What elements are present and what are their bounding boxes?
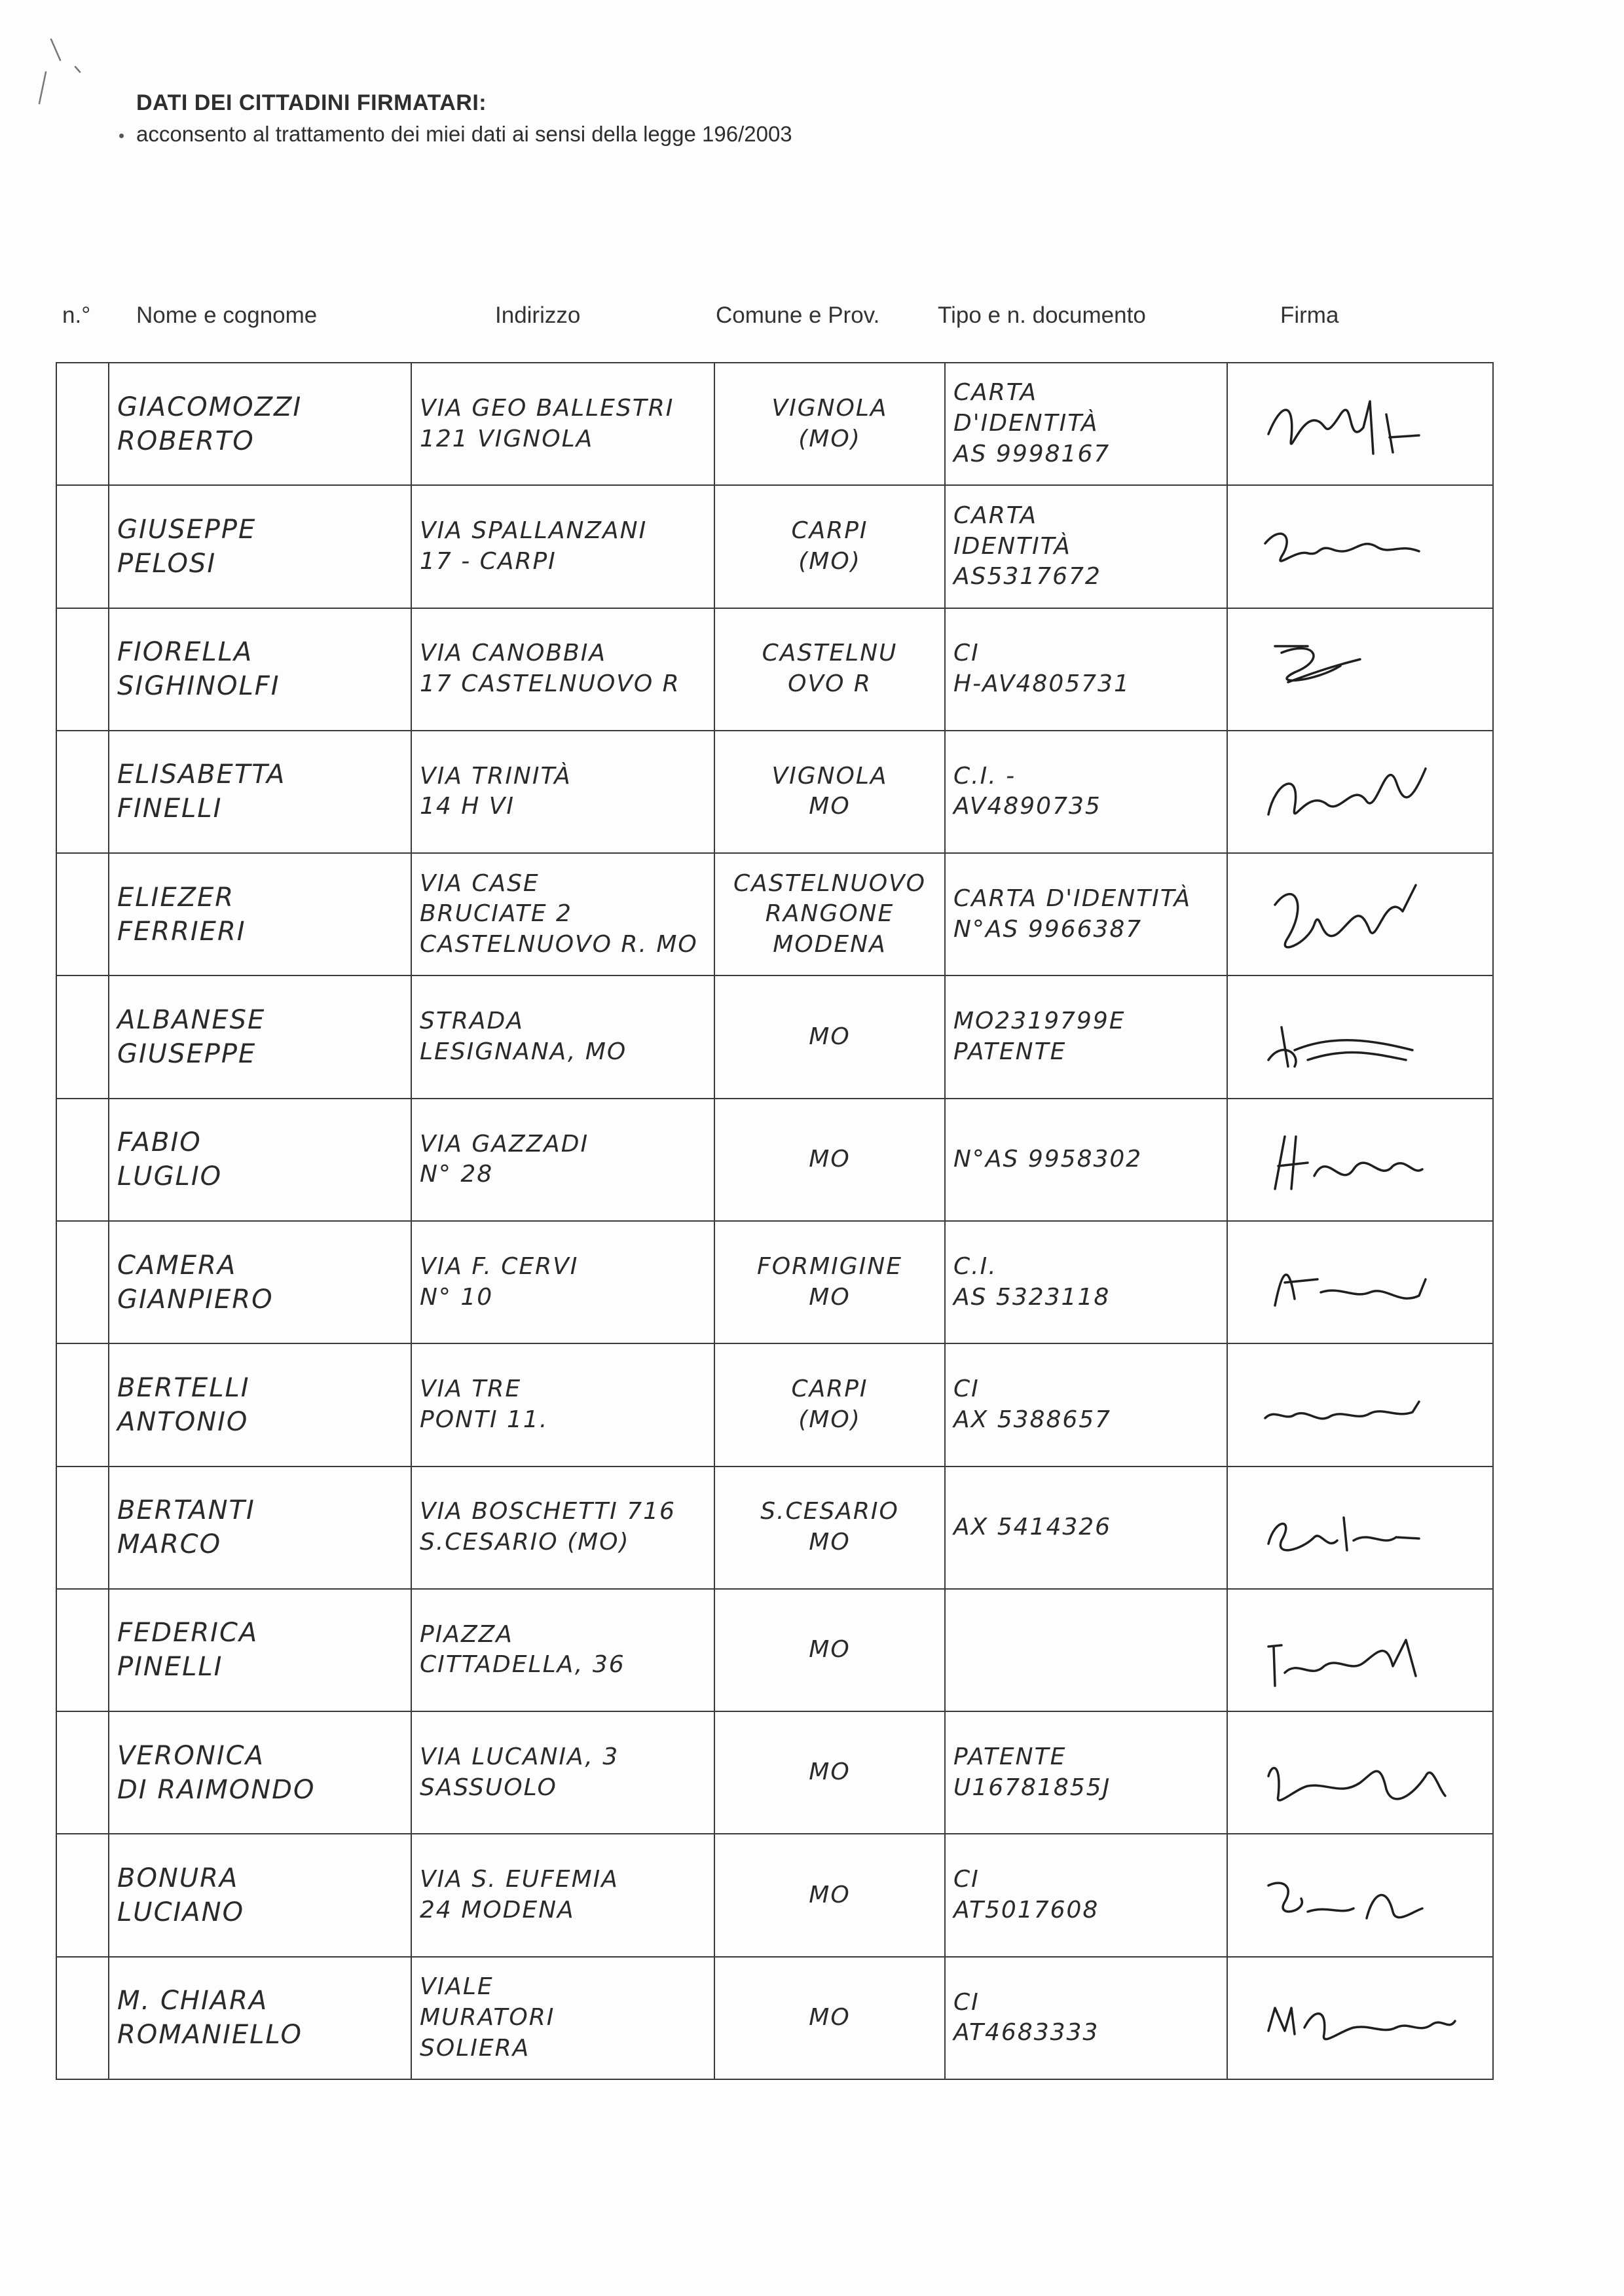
signatory-address [411, 975, 714, 1098]
signatory-document-text: CI [953, 1988, 980, 2016]
signatory-name-text: BERTANTI [117, 1495, 255, 1526]
signatory-name-text: ROMANIELLO [117, 2020, 303, 2050]
signatory-name [109, 1711, 411, 1834]
handwritten-signature [1236, 1846, 1485, 1944]
signatory-name [109, 1221, 411, 1343]
signatory-comune [714, 485, 945, 608]
signatory-document-text: CI [953, 1866, 980, 1893]
handwritten-signature [1236, 866, 1485, 964]
signatory-name-text: M. CHIARA [117, 1986, 268, 2016]
signatory-name-text: PINELLI [117, 1652, 223, 1683]
signatory-comune [714, 1221, 945, 1343]
table-row [56, 363, 1493, 485]
signatory-comune-text: MO [809, 1529, 851, 1556]
handwritten-signature [1236, 742, 1485, 841]
table-row [56, 853, 1493, 975]
handwritten-signature [1236, 1724, 1485, 1822]
pen-stroke-mark [20, 26, 92, 111]
handwritten-signature [1236, 1969, 1485, 2067]
signatory-name [109, 1957, 411, 2079]
signatory-address-text: 17 CASTELNUOVO R [420, 670, 680, 698]
handwritten-signature [1236, 375, 1485, 473]
signatory-address-text: N° 28 [420, 1161, 494, 1188]
signatory-address-text: VIA CASE [420, 869, 540, 897]
signatory-comune-text: CASTELNUOVO [733, 869, 926, 897]
table-row [56, 1589, 1493, 1711]
signatory-name-text: CAMERA [117, 1250, 237, 1281]
signatory-name-text: ANTONIO [117, 1406, 249, 1437]
signatory-comune [714, 975, 945, 1098]
row-number-cell [56, 853, 109, 975]
signatory-name-text: ALBANESE [117, 1005, 266, 1036]
column-header-document: Tipo e n. documento [938, 302, 1146, 328]
signatory-address-text: CASTELNUOVO R. MO [420, 931, 698, 958]
signatory-name [109, 608, 411, 731]
signatory-comune [714, 1957, 945, 2079]
table-row [56, 731, 1493, 853]
consent-statement: acconsento al trattamento dei miei dati ai sensi della legge 196/2003 [136, 122, 792, 146]
table-row [56, 1834, 1493, 1956]
signatory-comune [714, 1467, 945, 1589]
signatory-address-text: 17 - CARPI [420, 547, 557, 575]
signatory-comune-text: MO [809, 1283, 851, 1311]
signatory-document-text: AT5017608 [953, 1897, 1099, 1924]
signatory-name-text: VERONICA [117, 1740, 265, 1771]
signatory-name [109, 1467, 411, 1589]
signatory-name-text: FABIO [117, 1127, 202, 1158]
signatory-comune [714, 853, 945, 975]
signatory-name-text: FINELLI [117, 793, 223, 824]
signatory-address-text: VIA SPALLANZANI [420, 517, 648, 545]
signatory-document-text: AS 5323118 [953, 1283, 1111, 1311]
signatory-document-text: U16781855J [953, 1774, 1111, 1801]
signatory-name-text: MARCO [117, 1529, 222, 1560]
signatory-name-text: DI RAIMONDO [117, 1774, 316, 1805]
signatory-address [411, 485, 714, 608]
signature-cell [1227, 1711, 1493, 1834]
row-number-cell [56, 731, 109, 853]
signatory-address [411, 1221, 714, 1343]
signatory-name [109, 1099, 411, 1221]
handwritten-signature [1236, 988, 1485, 1086]
column-header-comune: Comune e Prov. [716, 302, 880, 328]
signatory-document [945, 1834, 1227, 1956]
signature-cell [1227, 363, 1493, 485]
signatory-comune [714, 731, 945, 853]
row-number-cell [56, 1834, 109, 1956]
signature-cell [1227, 608, 1493, 731]
signature-cell [1227, 1343, 1493, 1466]
signatory-address [411, 1099, 714, 1221]
signatory-address-text: 14 H VI [420, 793, 515, 820]
signatory-comune-text: MO [809, 1145, 851, 1173]
signatory-address [411, 1834, 714, 1956]
form-title: DATI DEI CITTADINI FIRMATARI: [136, 90, 487, 115]
signatory-document-text: H-AV4805731 [953, 670, 1130, 698]
signatory-name-text: ELIEZER [117, 882, 235, 913]
signatory-document-text: PATENTE [953, 1038, 1067, 1066]
signatory-document-text: N°AS 9966387 [953, 915, 1143, 943]
signatory-document [945, 1467, 1227, 1589]
handwritten-signature [1236, 1233, 1485, 1332]
row-number-cell [56, 608, 109, 731]
signatory-name-text: GIUSEPPE [117, 514, 257, 545]
signatory-document-text: CI [953, 640, 980, 667]
signatory-comune [714, 1834, 945, 1956]
signatory-address-text: N° 10 [420, 1283, 494, 1311]
signatory-name [109, 975, 411, 1098]
bullet-dot [119, 134, 124, 138]
signature-cell [1227, 1221, 1493, 1343]
column-header-signature: Firma [1280, 302, 1339, 328]
signatory-comune [714, 1099, 945, 1221]
table-row [56, 975, 1493, 1098]
table-row [56, 485, 1493, 608]
signatory-document [945, 975, 1227, 1098]
signatory-name-text: SIGHINOLFI [117, 671, 280, 702]
signatory-address-text: VIA GEO BALLESTRI [420, 394, 674, 422]
signatory-address [411, 1711, 714, 1834]
signatory-comune-text: CASTELNU [762, 640, 898, 667]
signatory-comune-text: CARPI [791, 517, 868, 545]
signatory-comune-text: MODENA [773, 931, 887, 958]
signatory-address-text: SASSUOLO [420, 1774, 557, 1801]
signatory-comune [714, 1343, 945, 1466]
signatory-comune-text: OVO R [788, 670, 872, 698]
row-number-cell [56, 1467, 109, 1589]
signatory-comune-text: MO [809, 1023, 851, 1050]
signatory-document-text: C.I. [953, 1252, 997, 1280]
row-number-cell [56, 975, 109, 1098]
signatory-comune-text: MO [809, 2003, 851, 2031]
signatory-address-text: VIA S. EUFEMIA [420, 1866, 619, 1893]
signatory-document [945, 1343, 1227, 1466]
signatory-address-text: VIA F. CERVI [420, 1252, 579, 1280]
signatory-comune [714, 1711, 945, 1834]
signatory-document-text: IDENTITÀ [953, 532, 1071, 560]
handwritten-signature [1236, 1356, 1485, 1454]
signatory-document [945, 485, 1227, 608]
signatory-name-text: GIANPIERO [117, 1284, 274, 1315]
signatory-document-text: CARTA D'IDENTITÀ [953, 884, 1192, 912]
signatory-name-text: BERTELLI [117, 1372, 250, 1403]
column-header-address: Indirizzo [495, 302, 581, 328]
signatory-name-text: PELOSI [117, 548, 217, 579]
signatory-comune [714, 608, 945, 731]
signatory-name-text: ELISABETTA [117, 759, 286, 790]
signatory-address-text: VIA BOSCHETTI 716 [420, 1498, 676, 1525]
signatory-document [945, 731, 1227, 853]
signatory-name-text: ROBERTO [117, 426, 255, 456]
signatory-document-text: C.I. - [953, 762, 1016, 790]
signatory-address-text: PIAZZA [420, 1620, 513, 1648]
signatory-document-text: AT4683333 [953, 2019, 1099, 2047]
signatory-name [109, 363, 411, 485]
signatory-address [411, 1957, 714, 2079]
signatory-document-text: PATENTE [953, 1743, 1067, 1770]
signature-cell [1227, 1099, 1493, 1221]
signatory-address [411, 608, 714, 731]
signatory-address-text: SOLIERA [420, 2034, 530, 2062]
signatory-document [945, 363, 1227, 485]
signatory-name [109, 1834, 411, 1956]
signatory-name-text: GIACOMOZZI [117, 392, 303, 422]
signatory-address-text: 121 VIGNOLA [420, 425, 594, 452]
signatory-comune-text: (MO) [798, 1406, 861, 1433]
signatory-document [945, 1221, 1227, 1343]
signatory-comune-text: MO [809, 793, 851, 820]
signatory-comune-text: (MO) [798, 425, 861, 452]
signatory-document-text: AS5317672 [953, 563, 1101, 591]
signatory-document-text: MO2319799E [953, 1008, 1126, 1035]
signatory-address-text: PONTI 11. [420, 1406, 549, 1433]
signatory-document-text: CARTA [953, 501, 1038, 529]
signatory-name [109, 1589, 411, 1711]
handwritten-signature [1236, 1478, 1485, 1576]
signature-cell [1227, 853, 1493, 975]
table-row [56, 1221, 1493, 1343]
signatory-address-text: VIA LUCANIA, 3 [420, 1743, 619, 1770]
signatory-address-text: BRUCIATE 2 [420, 900, 572, 928]
signatory-document-text: D'IDENTITÀ [953, 410, 1099, 437]
signatory-document-text: AS 9998167 [953, 441, 1111, 468]
handwritten-signature [1236, 1110, 1485, 1209]
column-header-name: Nome e cognome [136, 302, 318, 328]
row-number-cell [56, 1589, 109, 1711]
signatory-address-text: VIA CANOBBIA [420, 640, 606, 667]
signatory-address [411, 731, 714, 853]
signatory-document-text: AX 5388657 [953, 1406, 1112, 1433]
signatory-comune-text: VIGNOLA [771, 762, 888, 790]
signatory-comune [714, 363, 945, 485]
signatory-document-text: CI [953, 1376, 980, 1403]
signatory-address-text: VIA TRINITÀ [420, 762, 572, 790]
signatories-table [56, 362, 1494, 2080]
row-number-cell [56, 1099, 109, 1221]
row-number-cell [56, 485, 109, 608]
signature-cell [1227, 1467, 1493, 1589]
row-number-cell [56, 1343, 109, 1466]
table-row [56, 1957, 1493, 2079]
signatory-address-text: LESIGNANA, MO [420, 1038, 627, 1066]
signatory-comune-text: CARPI [791, 1376, 868, 1403]
row-number-cell [56, 363, 109, 485]
signatory-address [411, 853, 714, 975]
handwritten-signature [1236, 498, 1485, 596]
row-number-cell [56, 1221, 109, 1343]
signatory-comune-text: FORMIGINE [757, 1252, 902, 1280]
signatory-address-text: VIA TRE [420, 1376, 522, 1403]
signatory-address [411, 1467, 714, 1589]
signatory-document-text: N°AS 9958302 [953, 1145, 1143, 1173]
signatory-comune [714, 1589, 945, 1711]
signatory-name-text: GIUSEPPE [117, 1039, 257, 1070]
signature-cell [1227, 1957, 1493, 2079]
signatory-document [945, 1589, 1227, 1711]
signatory-document [945, 853, 1227, 975]
signatory-address-text: STRADA [420, 1008, 524, 1035]
row-number-cell [56, 1711, 109, 1834]
signatory-address-text: 24 MODENA [420, 1897, 575, 1924]
signatory-document-text: CARTA [953, 379, 1038, 407]
signatory-document [945, 1957, 1227, 2079]
signatory-document [945, 1099, 1227, 1221]
signature-cell [1227, 1834, 1493, 1956]
signatory-document [945, 1711, 1227, 1834]
signatory-document [945, 608, 1227, 731]
table-row [56, 1467, 1493, 1589]
signatory-comune-text: S.CESARIO [760, 1498, 899, 1525]
signatory-name-text: FIORELLA [117, 637, 253, 668]
signatory-comune-text: (MO) [798, 547, 861, 575]
signatory-comune-text: MO [809, 1758, 851, 1786]
signatory-address-text: VIA GAZZADI [420, 1130, 589, 1157]
signatory-address-text: MURATORI [420, 2003, 555, 2031]
signatory-name [109, 1343, 411, 1466]
signatory-name [109, 485, 411, 608]
signatory-document-text: AV4890735 [953, 793, 1101, 820]
signatory-address-text: VIALE [420, 1973, 494, 2001]
signature-cell [1227, 731, 1493, 853]
signature-cell [1227, 1589, 1493, 1711]
signatory-address-text: CITTADELLA, 36 [420, 1651, 625, 1679]
signatory-name-text: LUGLIO [117, 1161, 223, 1192]
signatory-name-text: LUCIANO [117, 1897, 245, 1928]
signatory-comune-text: MO [809, 1636, 851, 1664]
signatory-name [109, 731, 411, 853]
signatory-address [411, 1343, 714, 1466]
signature-cell [1227, 485, 1493, 608]
table-row [56, 608, 1493, 731]
column-header-number: n.° [62, 302, 91, 328]
signatory-comune-text: VIGNOLA [771, 394, 888, 422]
signatory-comune-text: RANGONE [765, 900, 895, 928]
signatory-document-text: AX 5414326 [953, 1513, 1112, 1540]
table-row [56, 1099, 1493, 1221]
signatory-comune-text: MO [809, 1881, 851, 1908]
signatory-address [411, 363, 714, 485]
row-number-cell [56, 1957, 109, 2079]
signature-cell [1227, 975, 1493, 1098]
table-row [56, 1343, 1493, 1466]
table-row [56, 1711, 1493, 1834]
handwritten-signature [1236, 620, 1485, 718]
signatory-name-text: FEDERICA [117, 1618, 259, 1649]
signatory-name-text: FERRIERI [117, 916, 246, 947]
signatory-name [109, 853, 411, 975]
signatory-address [411, 1589, 714, 1711]
signatory-name-text: BONURA [117, 1863, 239, 1894]
handwritten-signature [1236, 1601, 1485, 1699]
signatory-address-text: S.CESARIO (MO) [420, 1529, 630, 1556]
